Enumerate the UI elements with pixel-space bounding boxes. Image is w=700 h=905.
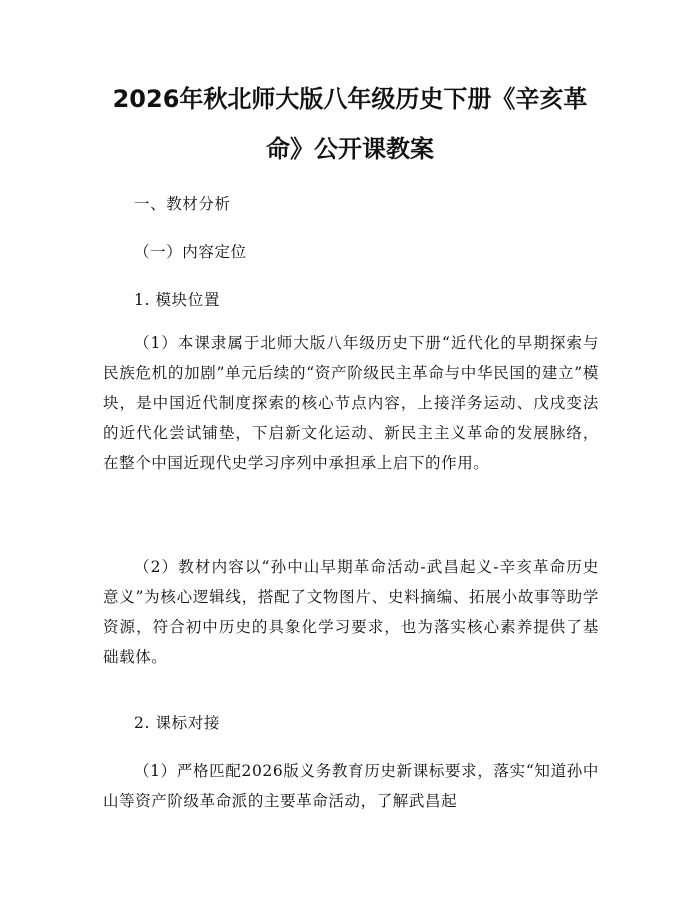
paragraph-module-position-1: （1）本课隶属于北师大版八年级历史下册“近代化的早期探索与民族危机的加剧”单元后续的“资产阶级民主革命与中华民国的建立”模块，是中国近代制度探索的核心节点内容，上接洋务运动、戊戌变法的近代化尝试铺垫，下启新文化运动、新民主主义革命的发展脉络，在整个中国近现代史学习序列中承担承上启下的作用。 [103,334,599,472]
subsection-heading-content-positioning: （一）内容定位 [134,243,247,261]
paragraph-curriculum-alignment-1: （1）严格匹配2026版义务教育历史新课标要求，落实“知道孙中山等资产阶级革命派的主要革命活动，了解武昌起 [103,762,599,810]
document-title-line-1: 2026年秋北师大版八年级历史下册《辛亥革 [112,85,588,113]
item-heading-module-position: 1. 模块位置 [134,291,220,309]
section-heading-teaching-material-analysis: 一、教材分析 [134,195,231,213]
item-heading-curriculum-alignment: 2. 课标对接 [134,714,220,732]
paragraph-module-position-2: （2）教材内容以“孙中山早期革命活动-武昌起义-辛亥革命历史意义”为核心逻辑线，搭配了文物图片、史料摘编、拓展小故事等助学资源，符合初中历史的具象化学习要求，也为落实核心素养提供了基础载体。 [103,558,599,666]
document-title-line-2: 命》公开课教案 [266,135,434,163]
